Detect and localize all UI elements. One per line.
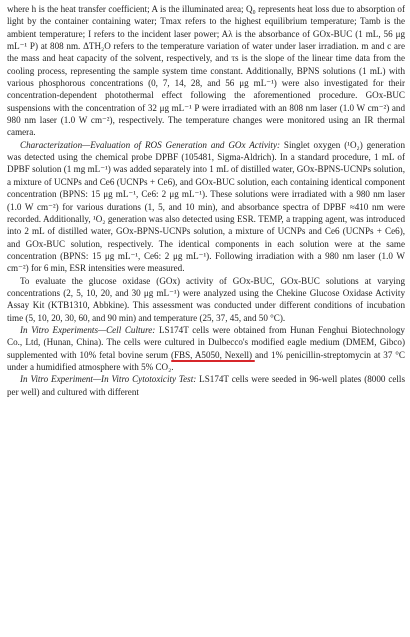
- paragraph-ros-generation: [7, 139, 405, 275]
- red-pen-underline: [171, 360, 255, 362]
- paragraph-text: To evaluate the glucose oxidase (GOx) activity of GOx-BUC, GOx-BUC solutions at varying concentrations (2, 5, 10, 20, and 30 μg mL⁻¹) were analyzed using the Chekine Glucose Oxidase Activity Assay Kit (KTB1310, Abbkine). This assessment was conducted under different conditions of incubation time (5, 10, 20, 30, 60, and 90 min) and temperature (25, 37, 45, and 50 °C).: [7, 275, 405, 323]
- section-heading: Characterization—Evaluation of ROS Generation and GOx Activity:: [20, 139, 281, 150]
- paragraph-cytotoxicity: [7, 373, 405, 398]
- paragraph-text: Singlet oxygen (¹O₂) generation was detected using the chemical probe DPBF (105481, Sigma-Aldrich). In a standard procedure, 1 mL of DPBF solution (1 mg mL⁻¹) was added separately into 1 mL of distilled water, GOx-BPNS-UCNPs solution, a mixture of UCNPs and Ce6 (UCNPs + Ce6), and GOx-BUC solution, each containing identical component concentration (BPNS: 15 μg mL⁻¹, Ce6: 2 μg mL⁻¹). These solutions were irradiated with a 980 nm laser (1.0 W cm⁻²) for various durations (1, 5, and 10 min), and absorbance spectra of DPBF ≈410 nm were recorded. Additionally, ¹O₂ generation was also detected using ESR. TEMP, a trapping agent, was introduced into 2 mL of distilled water, GOx-BPNS-UCNPs solution, a mixture of UCNPs and Ce6 (UCNPs + Ce6), and GOx-BUC solution, respectively. The identical components in each solution were at the same concentration (BPNS: 15 μg mL⁻¹, Ce6: 2 μg mL⁻¹). Following irradiation with a 980 nm laser (1.0 W cm⁻²) for 6 min, ESR intensities were measured.: [7, 139, 405, 274]
- paragraph-text: where h is the heat transfer coefficient; A is the illuminated area; Q₀ represents heat loss due to absorption of light by the container containing water; Tmax refers to the highest equilibrium temperature; Tamb is the ambient temperature; I refers to the incident laser power; Aλ is the absorbance of GOx-BUC (1 mL, 56 μg mL⁻¹ P) at 808 nm. ΔTH₂O refers to the temperature variation of water under laser irradiation. m and c are the mass and heat capacity of the solvent, respectively, and τs is the slope of the linear time data from the cooling process, representing the sample system time constant. Additionally, BPNS solutions (1 mL) with various phosphorous concentrations (0, 7, 14, 28, and 56 μg mL⁻¹) were also investigated for their concentration-dependent photothermal effect following the aforementioned procedure. GOx-BUC suspensions with the concentration of 32 μg mL⁻¹ P were irradiated with an 808 nm laser (1.0 W cm⁻²) and 980 nm laser (1.0 W cm⁻²), respectively. The temperature changes were monitored using an IR thermal camera.: [7, 4, 405, 138]
- highlighted-citation: [171, 350, 252, 360]
- section-heading: In Vitro Experiment—In Vitro Cytotoxicity Test:: [20, 374, 197, 385]
- paragraph-gox-activity: [7, 275, 405, 324]
- paragraph-heat-transfer: [7, 3, 405, 139]
- section-heading: In Vitro Experiments—Cell Culture:: [20, 324, 156, 335]
- highlighted-text: (FBS, A5050, Nexell): [170, 349, 253, 360]
- paragraph-text: LS174T cells were obtained from Hunan Fenghui Biotechnology Co., Ltd, (Hunan, China). The cells were cultured in Dulbecco's modified eagle medium (DMEM, Gibco) supplemented with 10% fetal bovine serum: [7, 324, 405, 360]
- paragraph-text: and 1% penicillin-streptomycin at 37 °C under a humidified atmosphere with 5% CO₂.: [7, 349, 405, 372]
- paragraph-text: LS174T cells were seeded in 96-well plates (8000 cells per well) and cultured with different: [7, 374, 405, 397]
- paragraph-cell-culture: [7, 324, 405, 373]
